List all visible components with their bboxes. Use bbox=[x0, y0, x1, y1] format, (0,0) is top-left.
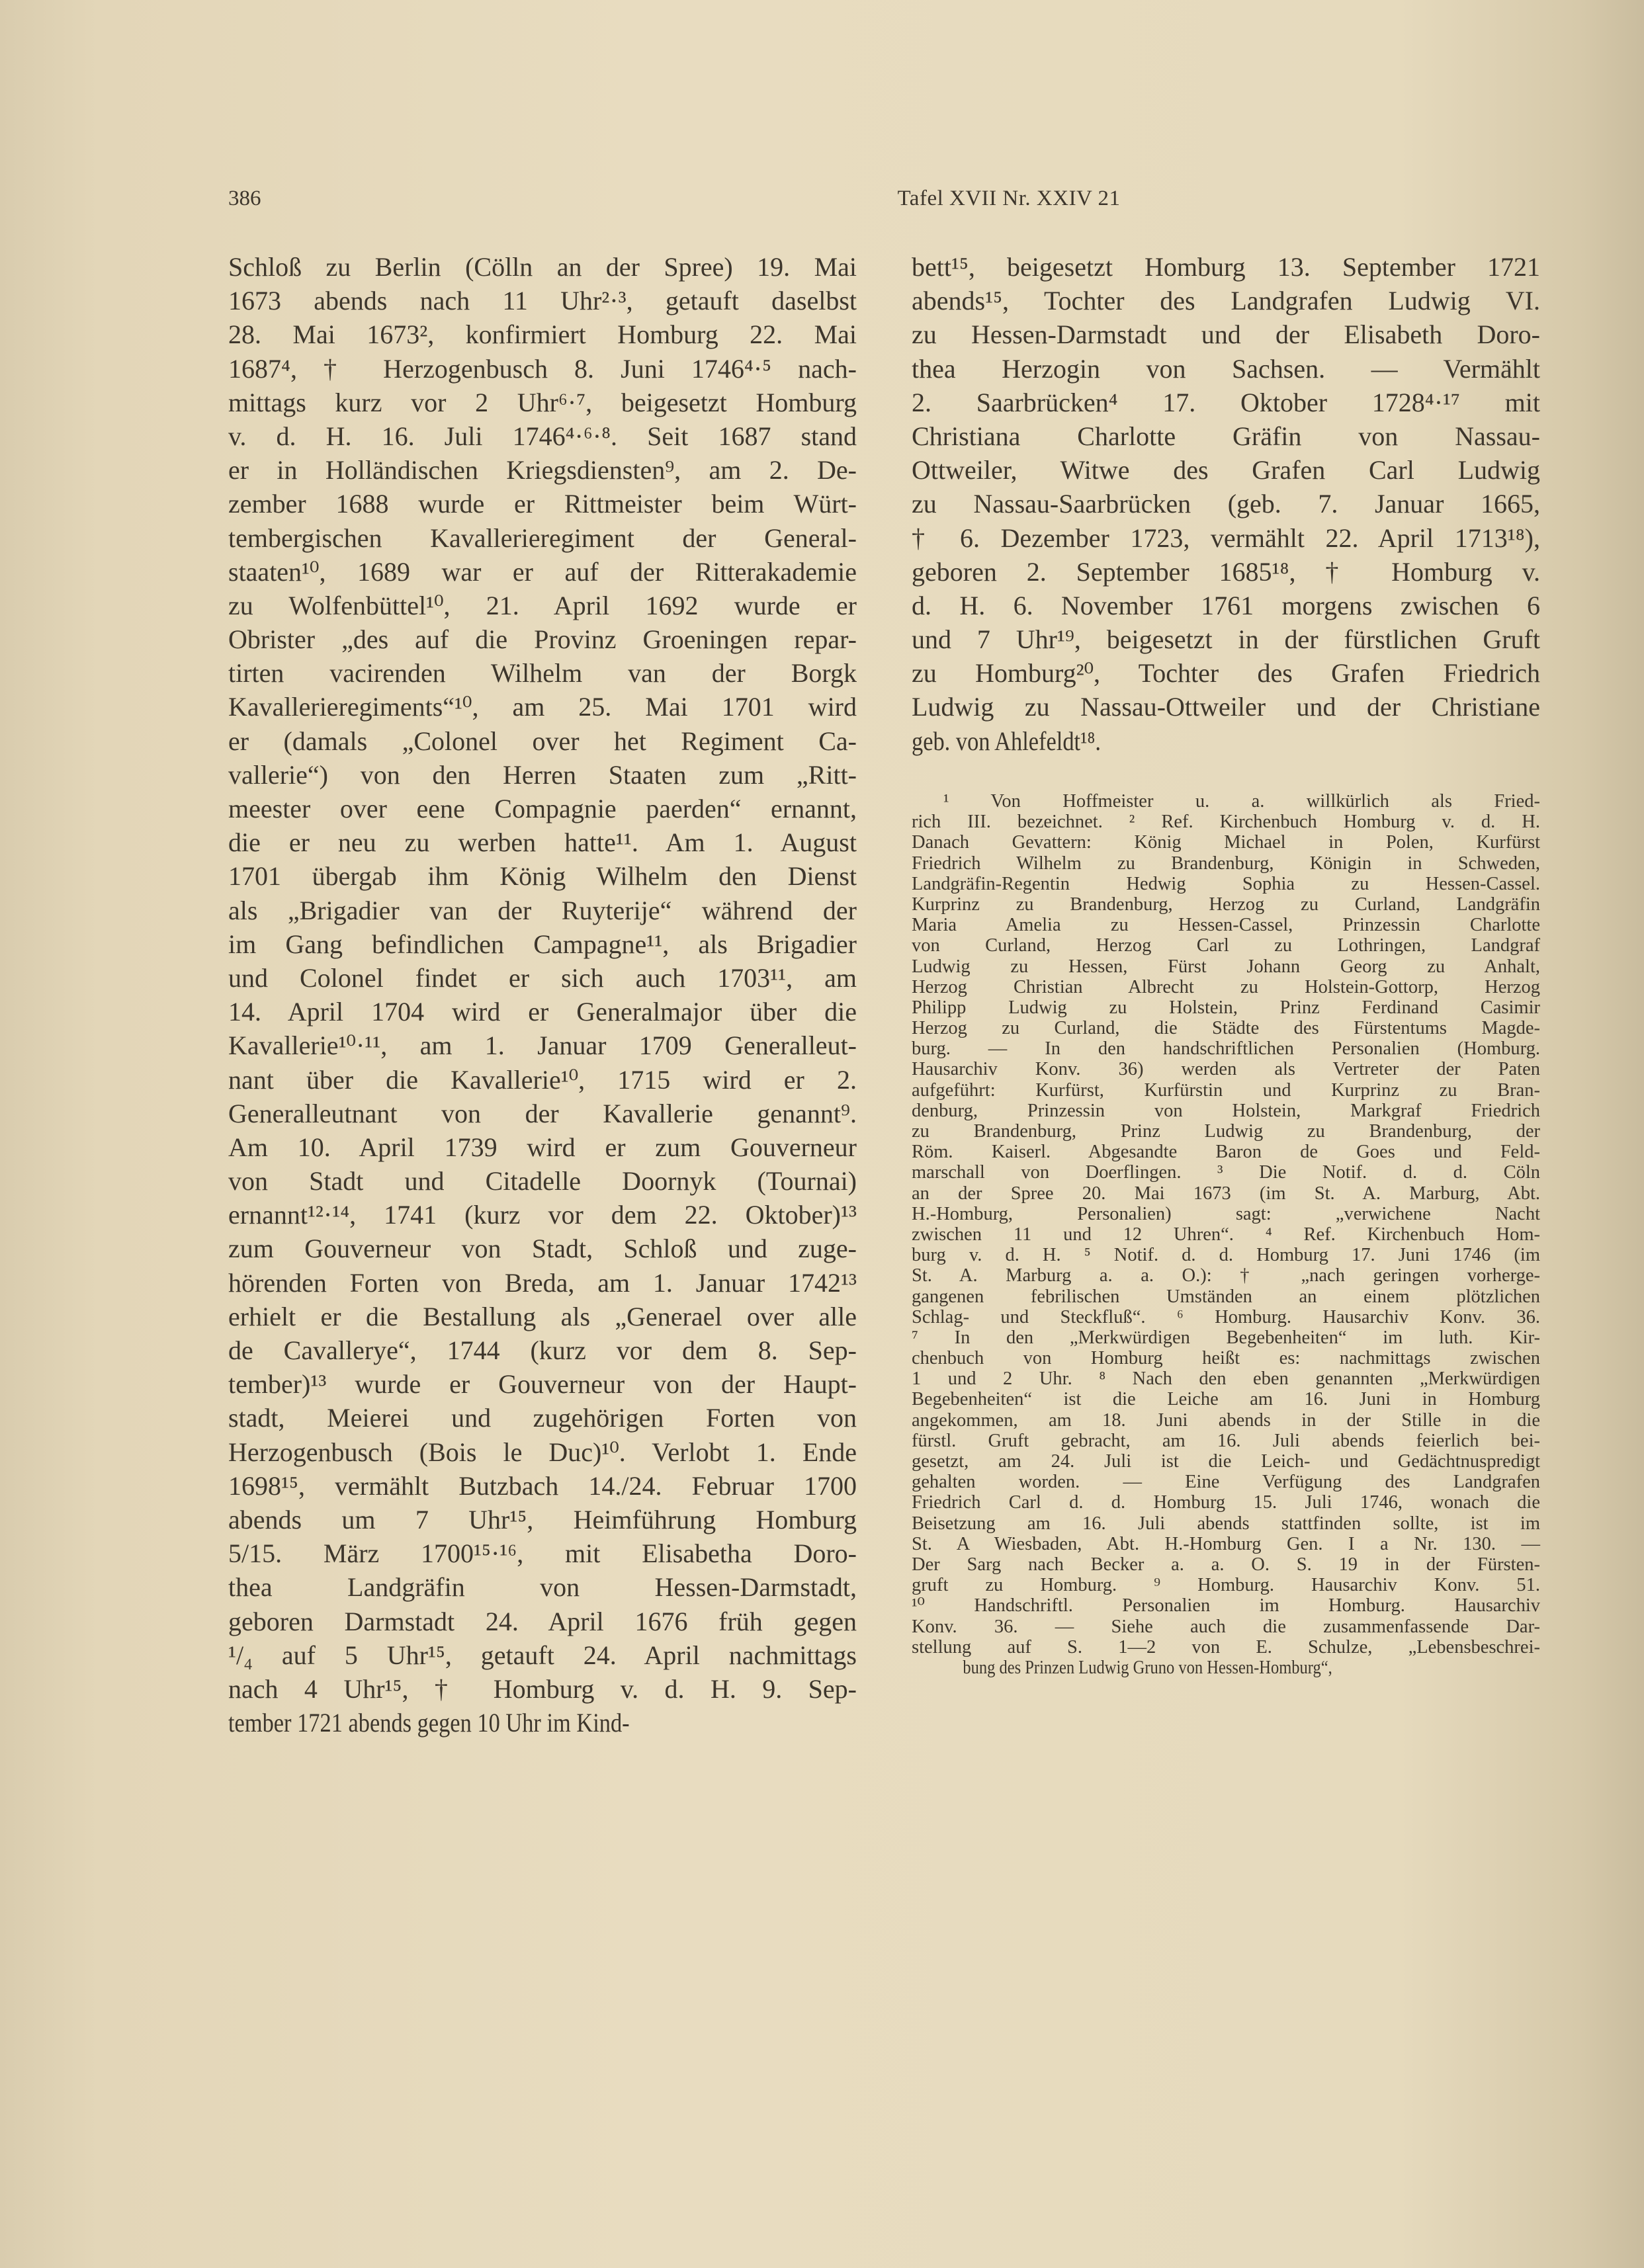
left-column-body-text bbox=[228, 250, 857, 1740]
text-line: ¹/₄ auf 5 Uhr¹⁵, getauft 24. April nachmittags bbox=[228, 1640, 857, 1670]
footnote-line: aufgeführt: Kurfürst, Kurfürstin und Kurprinz zu Bran- bbox=[912, 1079, 1540, 1101]
footnote-line: von Curland, Herzog Carl zu Lothringen, Landgraf bbox=[912, 935, 1540, 956]
text-line: er in Holländischen Kriegsdiensten⁹, am 2. De- bbox=[228, 455, 857, 485]
text-line: bett¹⁵, beigesetzt Homburg 13. September 1721 bbox=[912, 252, 1540, 282]
footnotes bbox=[912, 791, 1540, 1678]
text-line: Ottweiler, Witwe des Grafen Carl Ludwig bbox=[912, 455, 1540, 485]
text-line: abends um 7 Uhr¹⁵, Heimführung Homburg bbox=[228, 1504, 857, 1534]
text-line: zu Wolfenbüttel¹⁰, 21. April 1692 wurde er bbox=[228, 590, 857, 620]
text-line: Am 10. April 1739 wird er zum Gouverneur bbox=[228, 1132, 857, 1162]
text-line: de Cavallerye“, 1744 (kurz vor dem 8. Sep- bbox=[228, 1335, 857, 1365]
footnote-line: Danach Gevattern: König Michael in Polen, Kurfürst bbox=[912, 832, 1540, 853]
footnote-line: H.-Homburg, Personalien) sagt: „verwichene Nacht bbox=[912, 1203, 1540, 1224]
footnote-line: Philipp Ludwig zu Holstein, Prinz Ferdinand Casimir bbox=[912, 997, 1540, 1018]
text-line: ernannt¹²·¹⁴, 1741 (kurz vor dem 22. Oktober)¹³ bbox=[228, 1200, 857, 1230]
text-line: stadt, Meierei und zugehörigen Forten von bbox=[228, 1403, 857, 1433]
footnote-line: gangenen febrilischen Umständen an einem plötzlichen bbox=[912, 1286, 1540, 1307]
text-line: 1701 übergab ihm König Wilhelm den Dienst bbox=[228, 861, 857, 892]
text-line: und 7 Uhr¹⁹, beigesetzt in der fürstlichen Gruft bbox=[912, 624, 1540, 655]
footnote-line: gehalten worden. — Eine Verfügung des Landgrafen bbox=[912, 1472, 1540, 1493]
text-line: meester over eene Compagnie paerden“ ernannt, bbox=[228, 794, 857, 823]
footnote-line: burg v. d. H. ⁵ Notif. d. d. Homburg 17. Juni 1746 (im bbox=[912, 1245, 1540, 1266]
footnote-line: bung des Prinzen Ludwig Gruno von Hessen-Homburg“, bbox=[963, 1657, 1332, 1678]
text-line: zember 1688 wurde er Rittmeister beim Würt- bbox=[228, 489, 857, 519]
footnote-line: stellung auf S. 1—2 von E. Schulze, „Lebensbeschrei- bbox=[912, 1636, 1540, 1658]
text-line: Herzogenbusch (Bois le Duc)¹⁰. Verlobt 1. Ende bbox=[228, 1437, 857, 1467]
footnote-line: gruft zu Homburg. ⁹ Homburg. Hausarchiv Konv. 51. bbox=[912, 1575, 1540, 1596]
text-line: thea Herzogin von Sachsen. — Vermählt bbox=[912, 353, 1540, 384]
footnote-line: gesetzt, am 24. Juli ist die Leich- und Gedächtnuspredigt bbox=[912, 1451, 1540, 1472]
text-line: staaten¹⁰, 1689 war er auf der Ritterakademie bbox=[228, 556, 857, 587]
footnote-line: ¹⁰ Handschriftl. Personalien im Homburg. Hausarchiv bbox=[912, 1595, 1540, 1617]
text-line: nach 4 Uhr¹⁵, † Homburg v. d. H. 9. Sep- bbox=[228, 1673, 857, 1704]
text-line: 14. April 1704 wird er Generalmajor über die bbox=[228, 997, 857, 1027]
footnote-line: Röm. Kaiserl. Abgesandte Baron de Goes und Feld- bbox=[912, 1142, 1540, 1163]
text-line: Christiana Charlotte Gräfin von Nassau- bbox=[912, 421, 1540, 451]
footnote-line: ¹ Von Hoffmeister u. a. willkürlich als Fried- bbox=[943, 791, 1540, 812]
text-line: 1698¹⁵, vermählt Butzbach 14./24. Februar 1700 bbox=[228, 1470, 857, 1501]
text-line: er (damals „Colonel over het Regiment Ca- bbox=[228, 726, 857, 756]
text-line: nant über die Kavallerie¹⁰, 1715 wird er 2. bbox=[228, 1064, 857, 1095]
text-line: erhielt er die Bestallung als „Generael over alle bbox=[228, 1301, 857, 1331]
text-line: tembergischen Kavallerieregiment der General- bbox=[228, 523, 857, 553]
footnote-line: Der Sarg nach Becker a. a. O. S. 19 in der Fürsten- bbox=[912, 1554, 1540, 1575]
text-line: † 6. Dezember 1723, vermählt 22. April 1713¹⁸), bbox=[912, 523, 1540, 553]
text-line: zu Hessen-Darmstadt und der Elisabeth Doro- bbox=[912, 319, 1540, 350]
footnote-line: Herzog Christian Albrecht zu Holstein-Gottorp, Herzog bbox=[912, 976, 1540, 997]
text-line: zum Gouverneur von Stadt, Schloß und zuge- bbox=[228, 1234, 857, 1264]
footnote-line: Kurprinz zu Brandenburg, Herzog zu Curland, Landgräfin bbox=[912, 894, 1540, 915]
text-line: vallerie“) von den Herren Staaten zum „Ritt- bbox=[228, 759, 857, 790]
text-line: tember 1721 abends gegen 10 Uhr im Kind- bbox=[228, 1708, 630, 1738]
text-line: Schloß zu Berlin (Cölln an der Spree) 19. Mai bbox=[228, 252, 857, 282]
text-line: 2. Saarbrücken⁴ 17. Oktober 1728⁴·¹⁷ mit bbox=[912, 387, 1540, 417]
footnote-line: Konv. 36. — Siehe auch die zusammenfassende Dar- bbox=[912, 1616, 1540, 1637]
text-line: Kavallerie¹⁰·¹¹, am 1. Januar 1709 Generalleut- bbox=[228, 1030, 857, 1061]
text-line: thea Landgräfin von Hessen-Darmstadt, bbox=[228, 1572, 857, 1603]
text-line: mittags kurz vor 2 Uhr⁶·⁷, beigesetzt Homburg bbox=[228, 387, 857, 417]
footnote-line: fürstl. Gruft gebracht, am 16. Juli abends feierlich bei- bbox=[912, 1430, 1540, 1451]
text-line: 1687⁴, † Herzogenbusch 8. Juni 1746⁴·⁵ nach- bbox=[228, 353, 857, 384]
footnote-line: Ludwig zu Hessen, Fürst Johann Georg zu Anhalt, bbox=[912, 956, 1540, 977]
footnote-line: angekommen, am 18. Juni abends in der Stille in die bbox=[912, 1409, 1540, 1431]
footnote-line: denburg, Prinzessin von Holstein, Markgraf Friedrich bbox=[912, 1100, 1540, 1121]
text-line: von Stadt und Citadelle Doornyk (Tournai) bbox=[228, 1166, 857, 1197]
text-line: Obrister „des auf die Provinz Groeningen repar- bbox=[228, 624, 857, 655]
text-line: die er neu zu werben hatte¹¹. Am 1. August bbox=[228, 827, 857, 858]
footnote-line: Beisetzung am 16. Juli abends stattfinden sollte, ist im bbox=[912, 1513, 1540, 1534]
footnote-line: ⁷ In den „Merkwürdigen Begebenheiten“ im luth. Kir- bbox=[912, 1327, 1540, 1348]
footnote-line: Maria Amelia zu Hessen-Cassel, Prinzessin Charlotte bbox=[912, 915, 1540, 936]
text-line: Generalleutnant von der Kavallerie genannt⁹. bbox=[228, 1098, 857, 1128]
text-line: geb. von Ahlefeldt¹⁸. bbox=[912, 726, 1101, 756]
footnote-line: Begebenheiten“ ist die Leiche am 16. Juni in Homburg bbox=[912, 1389, 1540, 1410]
page-number: 386 bbox=[228, 187, 261, 210]
footnote-line: St. A. Marburg a. a. O.): † „nach geringen vorherge- bbox=[912, 1265, 1540, 1286]
footnote-line: St. A Wiesbaden, Abt. H.-Homburg Gen. I a Nr. 130. — bbox=[912, 1533, 1540, 1554]
text-line: geboren 2. September 1685¹⁸, † Homburg v. bbox=[912, 556, 1540, 587]
page-header bbox=[228, 187, 1525, 220]
footnote-line: chenbuch von Homburg heißt es: nachmittags zwischen bbox=[912, 1348, 1540, 1369]
footnote-line: Herzog zu Curland, die Städte des Fürstentums Magde- bbox=[912, 1018, 1540, 1039]
footnote-line: Friedrich Carl d. d. Homburg 15. Juli 1746, wonach die bbox=[912, 1492, 1540, 1513]
footnote-line: burg. — In den handschriftlichen Personalien (Homburg. bbox=[912, 1038, 1540, 1060]
footnote-line: rich III. bezeichnet. ² Ref. Kirchenbuch Homburg v. d. H. bbox=[912, 812, 1540, 833]
text-line: zu Nassau-Saarbrücken (geb. 7. Januar 1665, bbox=[912, 489, 1540, 519]
text-line: abends¹⁵, Tochter des Landgrafen Ludwig VI. bbox=[912, 286, 1540, 316]
footnote-line: Landgräfin-Regentin Hedwig Sophia zu Hessen-Cassel. bbox=[912, 873, 1540, 894]
footnote-line: an der Spree 20. Mai 1673 (im St. A. Marburg, Abt. bbox=[912, 1183, 1540, 1204]
text-line: tember)¹³ wurde er Gouverneur von der Haupt- bbox=[228, 1369, 857, 1400]
text-line: d. H. 6. November 1761 morgens zwischen 6 bbox=[912, 590, 1540, 620]
text-line: als „Brigadier van der Ruyterije“ während der bbox=[228, 895, 857, 925]
footnote-line: marschall von Doerflingen. ³ Die Notif. d. d. Cöln bbox=[912, 1162, 1540, 1183]
text-line: hörenden Forten von Breda, am 1. Januar 1742¹³ bbox=[228, 1267, 857, 1298]
right-column-body-text bbox=[912, 250, 1540, 758]
text-line: tirten vacirenden Wilhelm van der Borgk bbox=[228, 658, 857, 689]
text-line: 1673 abends nach 11 Uhr²·³, getauft daselbst bbox=[228, 286, 857, 316]
text-line: v. d. H. 16. Juli 1746⁴·⁶·⁸. Seit 1687 stand bbox=[228, 421, 857, 451]
footnote-line: zwischen 11 und 12 Uhren“. ⁴ Ref. Kirchenbuch Hom- bbox=[912, 1224, 1540, 1245]
footnote-line: Hausarchiv Konv. 36) werden als Vertreter der Paten bbox=[912, 1059, 1540, 1080]
running-head: Tafel XVII Nr. XXIV 21 bbox=[897, 187, 1121, 210]
text-line: geboren Darmstadt 24. April 1676 früh gegen bbox=[228, 1606, 857, 1636]
text-line: 28. Mai 1673², konfirmiert Homburg 22. Mai bbox=[228, 319, 857, 350]
footnote-line: Friedrich Wilhelm zu Brandenburg, Königin in Schweden, bbox=[912, 853, 1540, 874]
footnote-line: 1 und 2 Uhr. ⁸ Nach den eben genannten „Merkwürdigen bbox=[912, 1368, 1540, 1390]
footnote-line: Schlag- und Steckfluß“. ⁶ Homburg. Hausarchiv Konv. 36. bbox=[912, 1306, 1540, 1327]
text-line: Kavallerieregiments“¹⁰, am 25. Mai 1701 wird bbox=[228, 692, 857, 722]
footnote-line: zu Brandenburg, Prinz Ludwig zu Brandenburg, der bbox=[912, 1121, 1540, 1142]
text-line: im Gang befindlichen Campagne¹¹, als Brigadier bbox=[228, 929, 857, 959]
text-line: zu Homburg²⁰, Tochter des Grafen Friedrich bbox=[912, 658, 1540, 689]
text-line: 5/15. März 1700¹⁵·¹⁶, mit Elisabetha Doro- bbox=[228, 1538, 857, 1569]
text-line: Ludwig zu Nassau-Ottweiler und der Christiane bbox=[912, 692, 1540, 722]
text-line: und Colonel findet er sich auch 1703¹¹, am bbox=[228, 962, 857, 993]
